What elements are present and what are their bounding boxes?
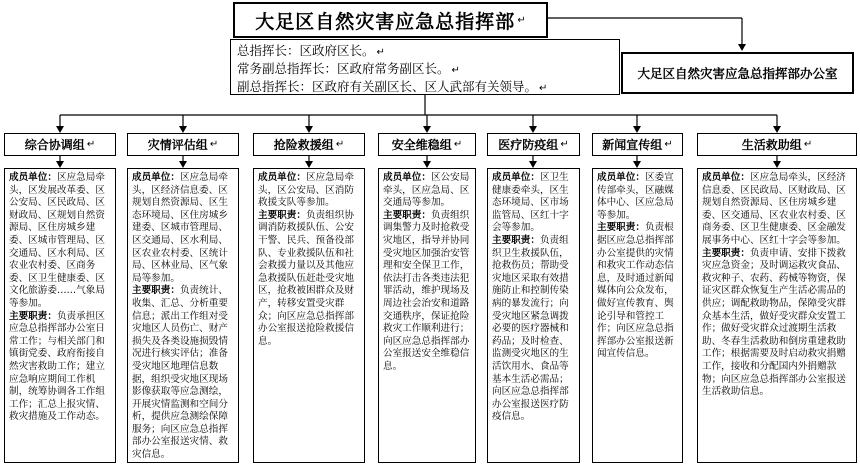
- group-arrowhead-4: [529, 126, 537, 133]
- group-arrowhead-6: [773, 126, 781, 133]
- group-arrowhead-1: [179, 126, 187, 133]
- group-title-assessment: 灾情评估组 ↵: [127, 133, 239, 156]
- group-arrowhead-2: [305, 126, 313, 133]
- group-title-coordination: 综合协调组 ↵: [4, 133, 116, 156]
- headquarters-title: 大足区自然灾害应急总指挥部: [255, 10, 516, 33]
- office-title: 大足区自然灾害应急总指挥部办公室: [637, 66, 838, 81]
- group-body-rescue: 成员单位：区应急局牵头，区公安局、区消防救援支队等参加。 主要职责：负责组织协调消防救援队伍、公安干警、民兵、预备役部队、专业救援队伍和社会救援力量以及其他应急救援队伍赶赴受灾地区，抢救被困群众及财产，转移安置受灾群众；向区应急总指挥部办公室报送抢险救援信息。: [253, 168, 365, 463]
- body-arrowhead-3: [423, 161, 431, 168]
- paragraph-mark: ↵: [517, 14, 526, 26]
- body-arrowhead-2: [305, 161, 313, 168]
- commander-list-box: [230, 39, 620, 95]
- group-title-relief: 生活救助组 ↵: [697, 133, 857, 156]
- group-title-security: 安全维稳组 ↵: [378, 133, 476, 156]
- group-title-medical: 医疗防疫组 ↵: [487, 133, 580, 156]
- office-box: [621, 52, 854, 94]
- headquarters-title-box: [233, 2, 548, 38]
- body-arrowhead-5: [633, 161, 641, 168]
- body-arrowhead-4: [529, 161, 537, 168]
- group-arrowhead-0: [56, 126, 64, 133]
- group-body-assessment: 成员单位：区应急局牵头，区经济信息委、区规划自然资源局、区生态环境局、区住房城乡建委、区城市管理局、区交通局、区水利局、区农业农村委、区统计局、区林业局、区气象局等参加。 主要职责：负责统计、收集、汇总、分析重要信息；派出工作组对受灾地区人员伤亡、财产损失及各类设施损毁情况进行核实评估；准备受灾地区地理信息数据，组织受灾地区现场影像获取等应急测绘，开展灾情监测和空间分析，提供应急测绘保障服务；向区应急总指挥部办公室报送灾情、救灾信息。: [127, 168, 239, 463]
- group-body-relief: 成员单位：区应急局牵头，区经济信息委、区民政局、区财政局、区规划自然资源局、区住房城乡建委、区交通局、区农业农村委、区商务委、区卫生健康委、区金融发展事务中心、区红十字会等参加。 主要职责：负责申请、安排下拨救灾应急资金；及时调运救灾食品、救灾种子、农药、药械等物资，保证灾区群众恢复生产生活必需品的供应；调配救助物品，保障受灾群众基本生活，做好受灾群众安置工作；做好受灾群众过渡期生活救助、冬春生活救助和倒房重建救助工作；根据需要及时启动救灾捐赠工作，接收和分配国内外捐赠款物；向区应急总指挥部办公室报送生活救助信息。: [697, 168, 857, 463]
- group-body-security: 成员单位：区公安局牵头，区应急局、区交通局等参加。 主要职责：负责组织调集警力及时抢救受灾地区，指导并协同受灾地区加强治安管理和安全保卫工作，依法打击各类违法犯罪活动，维护现场及周边社会治安和道路交通秩序，保证抢险救灾工作顺利进行；向区应急总指挥部办公室报送安全维稳信息。: [378, 168, 476, 463]
- group-body-coordination: 成员单位：区应急局牵头，区发展改革委、区公安局、区民政局、区财政局、区规划自然资源局、区住房城乡建委、区城市管理局、区交通局、区水利局、区农业农村委、区商务委、区卫生健康委、区文化旅游委……气象局等参加。 主要职责：负责承担区应急总指挥部办公室日常工作；与相关部门和镇街党委、政府衔接自然灾害救助工作；建立应急响应期间工作机制，统筹协调各工作组工作；汇总上报灾情、救灾措施及工作动态。: [4, 168, 116, 463]
- body-arrowhead-0: [56, 161, 64, 168]
- deputy-line: 副总指挥长：区政府有关副区长、区人武部有关领导。 ↵: [237, 79, 548, 94]
- office-arrowhead: [738, 44, 746, 51]
- body-arrowhead-1: [179, 161, 187, 168]
- group-arrowhead-5: [633, 126, 641, 133]
- commander-line: 总指挥长：区政府区长。 ↵: [237, 43, 385, 58]
- group-title-publicity: 新闻宣传组 ↵: [592, 133, 683, 156]
- executive-deputy-line: 常务副总指挥长：区政府常务副区长。 ↵: [237, 61, 460, 76]
- group-arrowhead-3: [423, 126, 431, 133]
- body-arrowhead-6: [773, 161, 781, 168]
- group-title-rescue: 抢险救援组 ↵: [253, 133, 365, 156]
- group-body-publicity: 成员单位：区委宣传部牵头，区融媒体中心、区应急局等参加。 主要职责：负责根据区应急总指挥部办公室提供的灾情和救灾工作动态信息，及时通过新闻媒体向公众发布，做好宣传教育、舆论引导和管控工作；向区应急总指挥部办公室报送新闻宣传信息。: [592, 168, 683, 463]
- group-body-medical: 成员单位：区卫生健康委牵头，区生态环境局、区市场监管局、区红十字会等参加。 主要职责：负责组织卫生救援队伍，抢救伤员；帮助受灾地区采取有效措施防止和控制传染病的暴发流行；向受灾地区紧急调拨必要的医疗器械和药品；及时检查、监测受灾地区的生活饮用水、食品等基本生活必需品；向区应急总指挥部办公室报送医疗防疫信息。: [487, 168, 580, 463]
